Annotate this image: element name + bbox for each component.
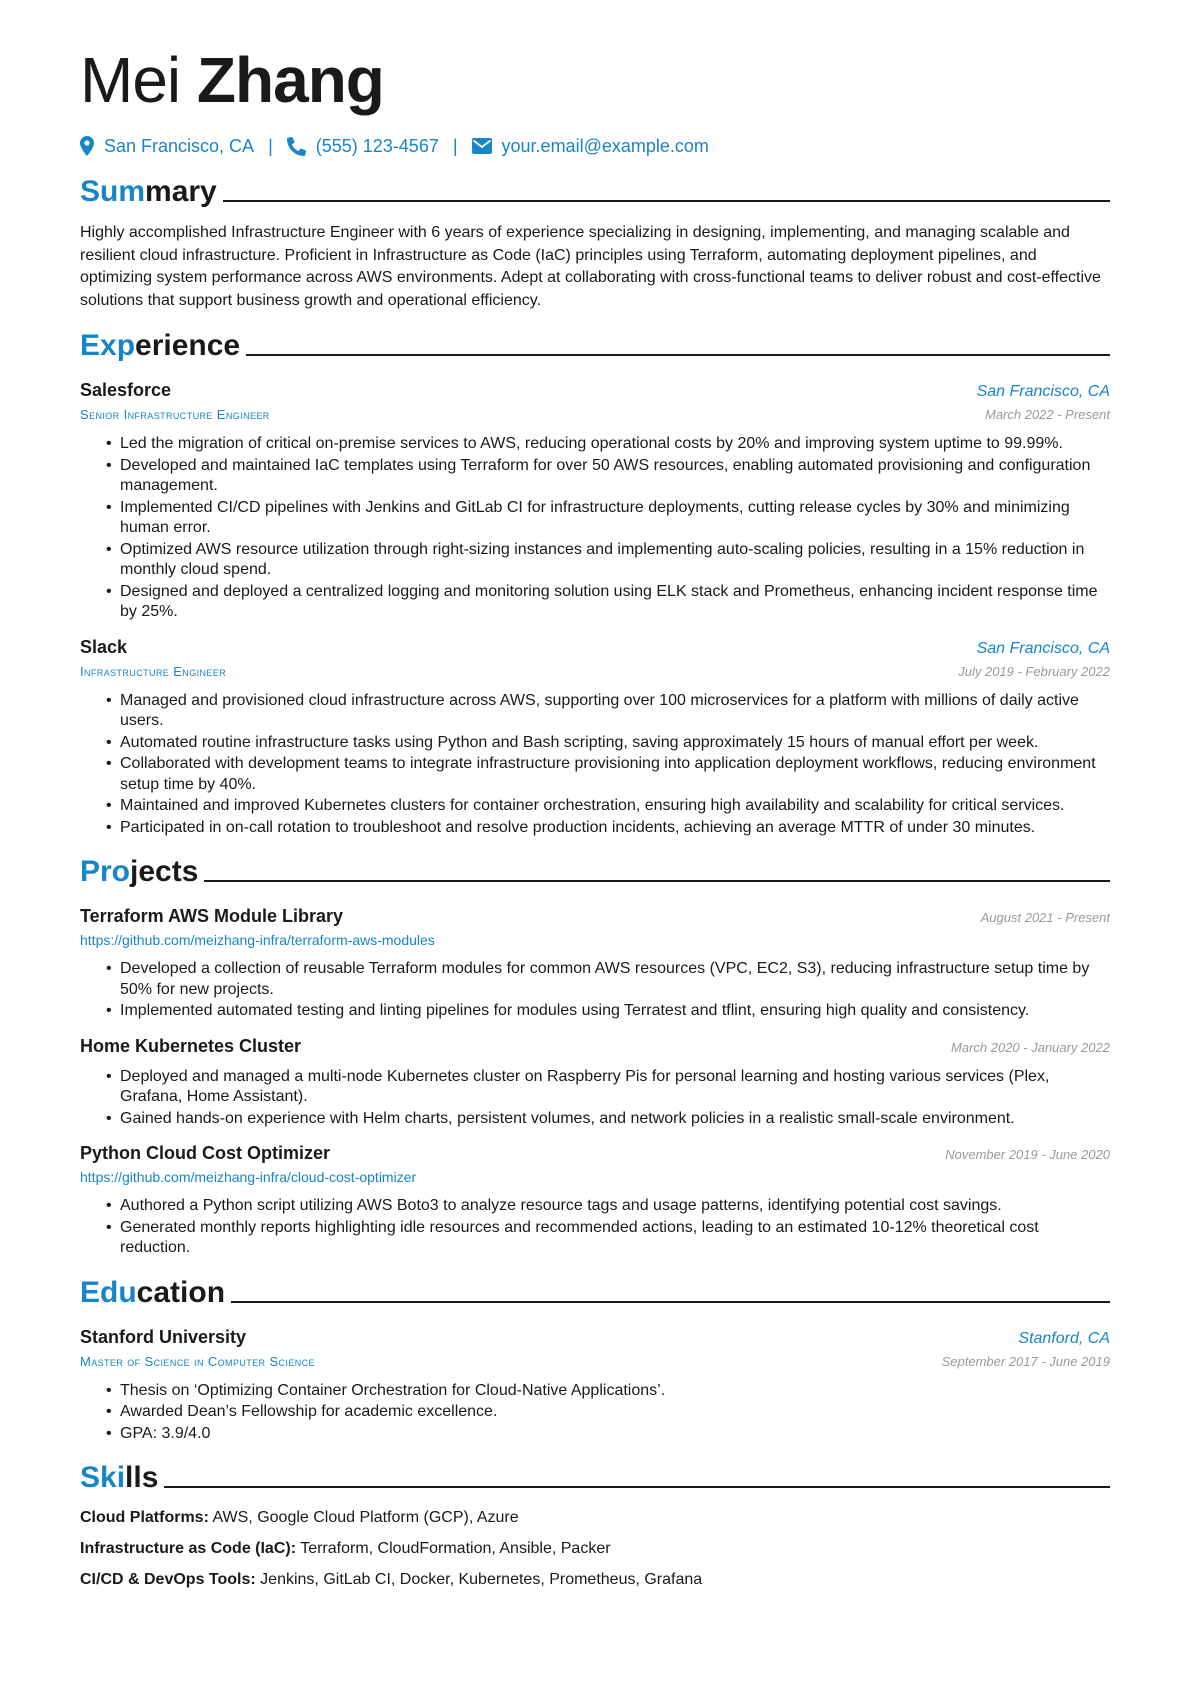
education-entry-stanford: [80, 1325, 1110, 1445]
phone-icon: [287, 137, 306, 156]
list-item: • Led the migration of critical on-premise services to AWS, reducing operational costs by 20% and improving system uptime to 99.99%.: [106, 434, 1110, 455]
list-item: • Maintained and improved Kubernetes clusters for container orchestration, ensuring high availability and scalability for critical services.: [106, 796, 1110, 817]
section-title: Experience: [80, 329, 241, 362]
section-rule: [231, 1301, 1110, 1303]
candidate-name: [80, 40, 1110, 120]
section-rule: [223, 200, 1110, 202]
job-dates: July 2019 - February 2022: [958, 663, 1110, 679]
education-section-header: [80, 1273, 1110, 1313]
bullet-list: [106, 434, 1110, 623]
first-name: Mei: [80, 44, 181, 116]
list-item: • Deployed and managed a multi-node Kubernetes cluster on Raspberry Pis for personal learning and hosting various services (Plex, Grafana, Home Assistant).: [106, 1067, 1110, 1108]
summary-text: Highly accomplished Infrastructure Engineer with 6 years of experience specializing in designing, implementing, and managing scalable and resilient cloud infrastructure. Proficient in Infrastructure as Code (IaC) principles using Terraform, automating deployment pipelines, and optimizing system performance across AWS environments. Adept at collaborating with cross-functional teams to deliver robust and cost-effective solutions that support business growth and operational efficiency.: [80, 224, 1101, 309]
contact-location: [80, 136, 254, 157]
project-dates: November 2019 - June 2020: [945, 1147, 1110, 1162]
section-title: Skills: [80, 1461, 159, 1494]
projects-section-header: [80, 852, 1110, 892]
bullet-list: [106, 1196, 1110, 1259]
project-link[interactable]: https://github.com/meizhang-infra/terraform-aws-modules: [80, 932, 435, 948]
degree: Master of Science in Computer Science: [80, 1353, 315, 1369]
school-location: Stanford, CA: [1018, 1329, 1110, 1347]
location-text: San Francisco, CA: [104, 135, 255, 156]
project-entry-cost-optimizer: [80, 1141, 1110, 1259]
project-link[interactable]: https://github.com/meizhang-infra/cloud-cost-optimizer: [80, 1169, 417, 1185]
job-location: San Francisco, CA: [976, 383, 1110, 400]
section-title: Summary: [80, 175, 217, 208]
skill-label: Infrastructure as Code (IaC):: [80, 1540, 297, 1557]
job-location: San Francisco, CA: [976, 639, 1110, 657]
list-item: • Authored a Python script utilizing AWS Boto3 to analyze resource tags and usage patterns, identifying potential cost savings.: [106, 1196, 1110, 1217]
section-rule: [204, 880, 1110, 882]
bullet-list: [106, 1067, 1110, 1130]
list-item: • Collaborated with development teams to integrate infrastructure provisioning into application deployment workflows, reducing environment setup time by 40%.: [106, 754, 1110, 795]
list-item: • Participated in on-call rotation to troubleshoot and resolve production incidents, achieving an average MTTR of under 30 minutes.: [106, 818, 1110, 839]
skill-value: Terraform, CloudFormation, Ansible, Packer: [300, 1540, 611, 1557]
list-item: • Developed a collection of reusable Terraform modules for common AWS resources (VPC, EC2, S3), reducing infrastructure setup time by 50% for new projects.: [106, 959, 1110, 1000]
last-name: Zhang: [196, 44, 384, 116]
project-name: Home Kubernetes Cluster: [80, 1035, 302, 1056]
skill-label: Cloud Platforms:: [80, 1509, 209, 1526]
list-item: • Managed and provisioned cloud infrastructure across AWS, supporting over 100 microservices for a platform with millions of daily active users.: [106, 691, 1110, 732]
project-name: Python Cloud Cost Optimizer: [80, 1143, 330, 1163]
school-name: Stanford University: [80, 1326, 247, 1347]
project-dates: March 2020 - January 2022: [951, 1039, 1110, 1055]
section-title: Education: [80, 1275, 226, 1309]
contact-separator: |: [452, 135, 458, 156]
skill-label: CI/CD & DevOps Tools:: [80, 1571, 256, 1588]
bullet-list: [106, 959, 1110, 1022]
contact-email[interactable]: [472, 136, 709, 157]
job-role: Infrastructure Engineer: [80, 663, 227, 679]
job-dates: March 2022 - Present: [984, 407, 1110, 422]
list-item: • Implemented CI/CD pipelines with Jenkins and GitLab CI for infrastructure deployments, cutting release cycles by 30% and minimizing human error.: [106, 498, 1110, 539]
job-role: Senior Infrastructure Engineer: [80, 407, 270, 422]
skill-value: Jenkins, GitLab CI, Docker, Kubernetes, Prometheus, Grafana: [260, 1571, 703, 1588]
contact-separator: |: [268, 135, 273, 156]
education-dates: September 2017 - June 2019: [941, 1353, 1110, 1369]
list-item: • Optimized AWS resource utilization through right-sizing instances and implementing auto-scaling policies, resulting in a 15% reduction in monthly cloud spend.: [106, 540, 1110, 581]
company-name: Salesforce: [80, 380, 172, 400]
envelope-icon: [472, 138, 492, 154]
list-item: • Implemented automated testing and linting pipelines for modules using Terratest and tflint, ensuring high quality and consistency.: [106, 1001, 1110, 1022]
list-item: • GPA: 3.9/4.0: [106, 1424, 1110, 1445]
section-title: Projects: [80, 855, 199, 888]
list-item: • Developed and maintained IaC templates using Terraform for over 50 AWS resources, enabling automated provisioning and configuration management.: [106, 456, 1110, 497]
skills-section-header: [80, 1458, 1110, 1498]
skill-row-iac: [80, 1538, 1110, 1560]
bullet-list: [106, 691, 1110, 839]
company-name: Slack: [80, 636, 128, 657]
email-text: your.email@example.com: [501, 135, 709, 156]
project-entry-terraform: [80, 904, 1110, 1022]
section-rule: [246, 354, 1110, 356]
list-item: • Automated routine infrastructure tasks using Python and Bash scripting, saving approximately 15 hours of manual effort per week.: [106, 733, 1110, 754]
project-entry-kubernetes: [80, 1034, 1110, 1130]
skill-value: AWS, Google Cloud Platform (GCP), Azure: [212, 1509, 519, 1526]
bullet-list: [106, 1381, 1110, 1445]
phone-text: (555) 123-4567: [315, 135, 439, 156]
list-item: • Gained hands-on experience with Helm charts, persistent volumes, and network policies in a realistic small-scale environment.: [106, 1109, 1110, 1130]
experience-entry-slack: [80, 635, 1110, 839]
skill-row-cicd: [80, 1569, 1110, 1591]
list-item: • Designed and deployed a centralized logging and monitoring solution using ELK stack and Prometheus, enhancing incident response time by 25%.: [106, 582, 1110, 623]
experience-entry-salesforce: [80, 378, 1110, 623]
contact-phone[interactable]: [287, 136, 439, 157]
list-item: • Awarded Dean’s Fellowship for academic excellence.: [106, 1402, 1110, 1423]
list-item: • Thesis on ‘Optimizing Container Orchestration for Cloud-Native Applications’.: [106, 1381, 1110, 1402]
project-name: Terraform AWS Module Library: [80, 906, 344, 926]
list-item: • Generated monthly reports highlighting idle resources and recommended actions, leading to an estimated 10-12% theoretical cost reduction.: [106, 1218, 1110, 1259]
section-rule: [164, 1486, 1110, 1488]
contact-bar: [80, 134, 1110, 158]
skill-row-cloud: [80, 1507, 1110, 1529]
experience-section-header: [80, 326, 1110, 366]
map-marker-icon: [80, 136, 94, 156]
summary-section-header: [80, 172, 1110, 212]
project-dates: August 2021 - Present: [980, 910, 1110, 925]
